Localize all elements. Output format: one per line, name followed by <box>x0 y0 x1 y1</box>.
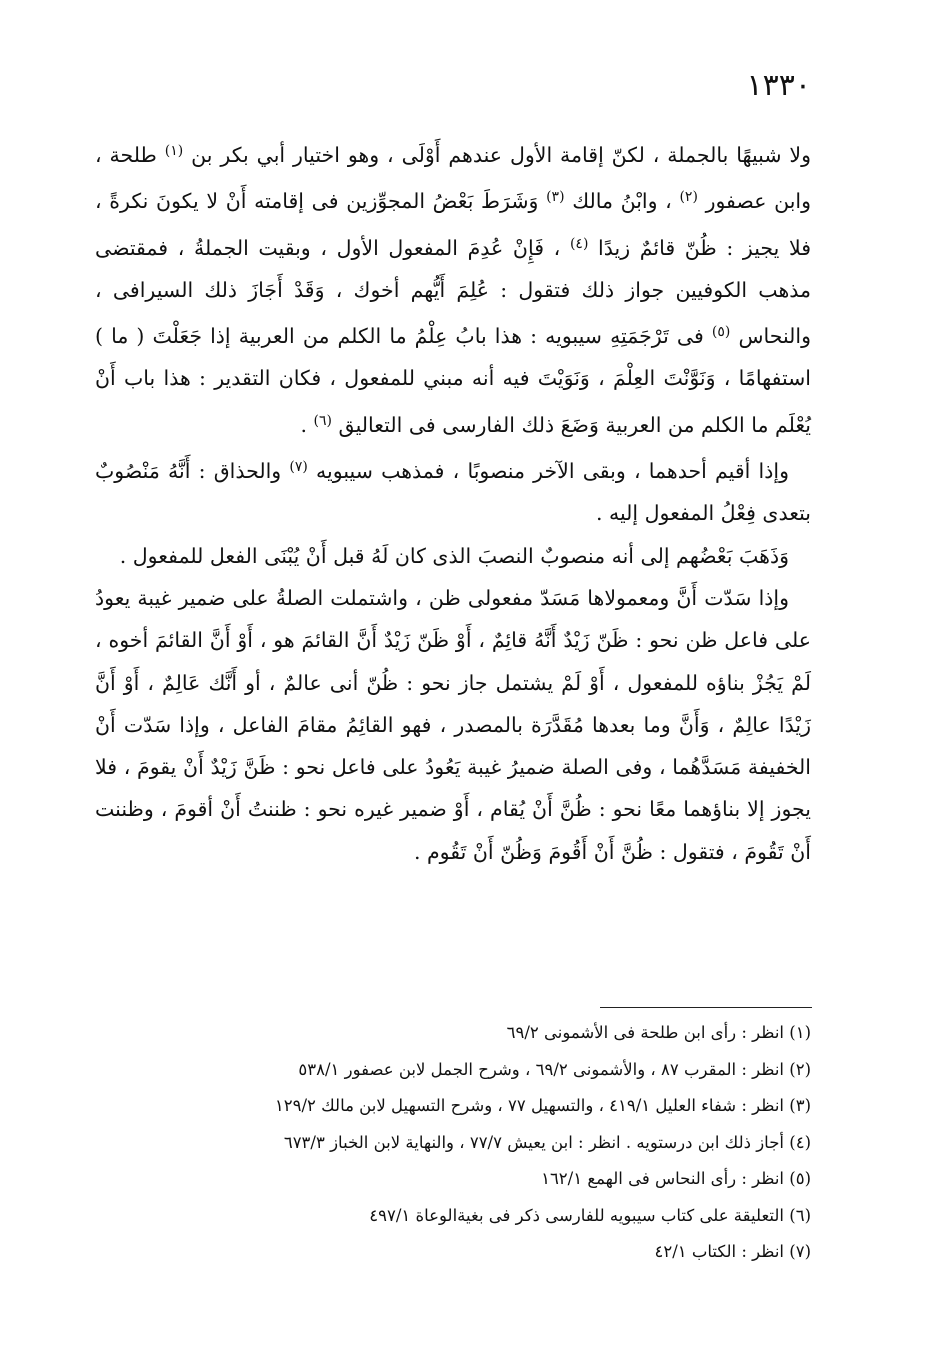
footnote-reference: (٥) <box>711 324 731 341</box>
footnote: (٣) انظر : شفاء العليل ٤١٩/١ ، والتسهيل ٧٧ ، وشرح التسهيل لابن مالك ١٢٩/٢ <box>274 1096 811 1115</box>
footnote: (٥) انظر : رأى النحاس فى الهمع ١٦٢/١ <box>541 1169 811 1188</box>
paragraph <box>95 130 811 446</box>
text-segment: فى تَرْجَمَتِهِ سيبويه : هذا بابُ عِلْمُ ما الكلم من العربية إذا جَعَلْتَ ( ما ) استفهامًا ، وَنَوَّنْتَ العِلْمَ ، وَنَوَيْتَ فيه أنه مبني للمفعول ، فكان التقدير : هذا باب أَنْ يُعْلَم ما الكلم من العربية وَضَعَ ذلك الفارسى فى التعاليق <box>95 324 811 437</box>
text-segment: ، فَإِنْ عُدِمَ المفعول الأول ، وبقيت الجملةُ ، فمقتضى مذهب الكوفيين جواز ذلك فتقول : عُلِمَ أَيُّهم أخوك ، وَقَدْ أَجَازَ ذلك السيرافى ، والنحاس <box>95 235 811 349</box>
footnote: (٦) التعليقة على كتاب سيبويه للفارسى ذكر فى بغيةالوعاة ٤٩٧/١ <box>369 1205 811 1225</box>
text-segment: وإذا سَدّت أَنَّ ومعمولاها مَسَدّ مفعولى ظن ، واشتملت الصلةُ على ضمير غيبة يعودُ على فاعل ظن نحو : ظَنّ زَيْدٌ أَنَّهُ قائِمٌ ، أَوْ ظَنّ زَيْدٌ أَنَّ القائمَ هو ، أَوْ أَنَّ القائمَ أخوه ، لَمْ يَجُزْ بناؤه للمفعول ، أَوْ لَمْ يشتمل جاز نحو : ظُنّ أنى عالمٌ ، أو أَنَّك عَالِمٌ ، أَوْ أَنَّ زَيْدًا عالِمٌ ، وَأَنَّ وما بعدها مُقَدَّرَة بالمصدر ، فهو القائِمُ مقامَ الفاعل ، وإذا سَدّت أَنْ الخفيفة مَسَدَّهُما ، وفى الصلة ضميرُ غيبة يَعُودُ على فاعل نحو : ظَنَّ زَيْدٌ أَنْ يقومَ ، فلا يجوز إلا بناؤهما معًا نحو : ظُنَّ أَنْ يُقام ، أَوْ ضمير غيره نحو : ظننتُ أَنْ أقومَ ، وظننت أَنْ تَقُومَ ، فتقول : ظُنَّ أَنْ أَقُومَ وَظُنّ أَنْ تَقُوم . <box>95 585 811 864</box>
text-segment: وَشَرَطَ بَعْضُ المجوِّزين فى إقامته أَنْ لا يكونَ نكرةً ، فلا يجيز : ظُنّ قائمٌ زيدًا <box>95 189 811 260</box>
paragraph <box>95 577 811 873</box>
footnote: (٧) انظر : الكتاب ٤٢/١ <box>654 1242 811 1261</box>
text-segment: وإذا أقيم أحدهما ، وبقى الآخر منصوبًا ، فمذهب سيبويه <box>307 459 789 484</box>
footnotes <box>95 1015 811 1271</box>
text-segment: . <box>300 412 314 437</box>
paragraph <box>95 446 811 535</box>
paragraph <box>95 535 811 577</box>
footnote-reference: (١) <box>164 143 184 159</box>
footnote-separator <box>600 1007 812 1008</box>
main-text <box>95 130 811 873</box>
footnote-reference: (٤) <box>569 235 589 252</box>
footnote: (٤) أجاز ذلك ابن درستويه . انظر : ابن يعيش ٧٧/٧ ، والنهاية لابن الخباز ٦٧٣/٣ <box>283 1132 811 1152</box>
footnote-reference: (٦) <box>313 412 332 429</box>
footnote-reference: (٧) <box>289 459 308 476</box>
footnote-reference: (٢) <box>679 189 698 206</box>
footnote: (٢) انظر : المقرب ٨٧ ، والأشمونى ٦٩/٢ ، وشرح الجمل لابن عصفور ٥٣٨/١ <box>298 1059 811 1079</box>
text-segment: والحذاق : أَنَّهُ مَنْصُوبٌ بتعدى فِعْلُ المفعول إليه . <box>95 459 811 526</box>
text-segment: ولا شبيهًا بالجملة ، لكنّ إقامة الأول عندهم أَوْلَى ، وهو اختيار أبي بكر بن <box>183 143 812 167</box>
text-segment: طلحة ، وابن عصفور <box>95 143 811 214</box>
text-segment: ، وابْنُ مالك <box>564 189 680 214</box>
text-segment: وَذَهَبَ بَعْضُهم إلى أنه منصوبٌ النصبَ الذى كان لَهُ قبل أَنْ يُبْنَى الفعل للمفعول . <box>119 543 789 568</box>
page-number: ١٣٣٠ <box>746 68 811 103</box>
footnote: (١) انظر : رأى ابن طلحة فى الأشمونى ٦٩/٢ <box>506 1023 811 1042</box>
footnote-reference: (٣) <box>546 189 565 206</box>
